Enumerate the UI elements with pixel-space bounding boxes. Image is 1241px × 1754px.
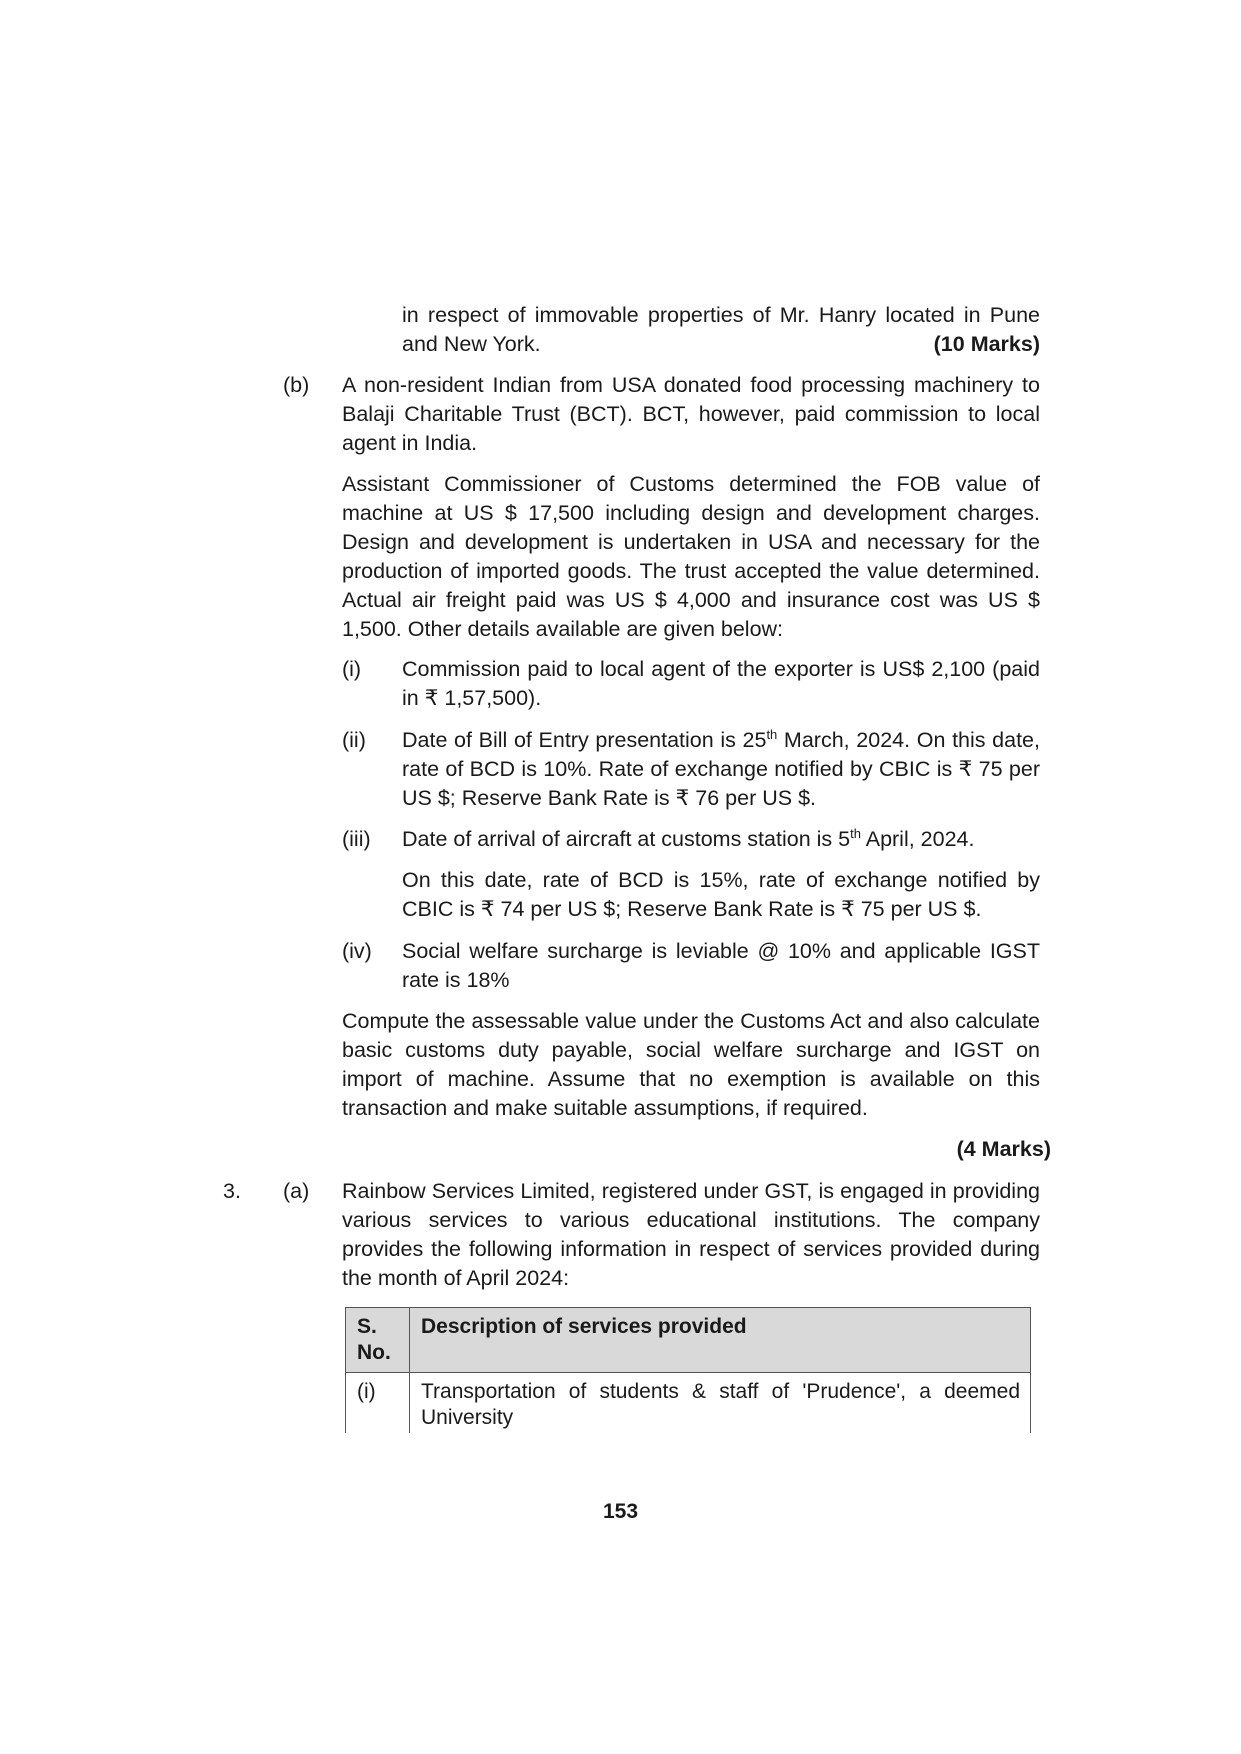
row-description: Transportation of students & staff of 'Prudence', a deemed University [410, 1373, 1031, 1434]
item-iii-sup: th [850, 825, 861, 841]
item-iii-extra: On this date, rate of BCD is 15%, rate of exchange notified by CBIC is ₹ 74 per US $; Reserve Bank Rate is ₹ 75 per US $. [402, 868, 1040, 921]
row-sno: (i) [346, 1373, 410, 1434]
marks-4: (4 Marks) [956, 1137, 1051, 1161]
header-description: Description of services provided [410, 1308, 1031, 1373]
item-ii-sup: th [766, 726, 778, 742]
q2b-intro: A non-resident Indian from USA donated food processing machinery to Balaji Charitable Trust (BCT). BCT, however, paid commission to local agent in India. [342, 373, 1040, 455]
table-header-row [346, 1308, 1031, 1373]
marks-10: (10 Marks) [933, 332, 1040, 356]
header-sno: S. No. [346, 1308, 410, 1373]
services-table [345, 1307, 1031, 1433]
q2b-compute: Compute the assessable value under the Customs Act and also calculate basic customs duty payable, social welfare surcharge and IGST on import of machine. Assume that no exemption is available on this transaction and make suitable assumptions, if required. [342, 1009, 1040, 1120]
item-iv-text: Social welfare surcharge is leviable @ 10% and applicable IGST rate is 18% [402, 939, 1040, 992]
q3a-text: Rainbow Services Limited, registered under GST, is engaged in providing various services to various educational institutions. The company provides the following information in respect of services provided during the month of April 2024: [342, 1179, 1040, 1290]
item-ii-text-b: March, 2024. On this date, rate of BCD is 10%. Rate of exchange notified by CBIC is ₹ 75 per US $; Reserve Bank Rate is ₹ 76 per US $. [402, 728, 1040, 810]
item-iv-label: (iv) [342, 939, 372, 963]
q3-number: 3. [223, 1179, 241, 1203]
q3a-label: (a) [283, 1179, 310, 1203]
q2b-details: Assistant Commissioner of Customs determined the FOB value of machine at US $ 17,500 including design and development charges. Design and development is undertaken in USA and necessary for the production of imported goods. The trust accepted the value determined. Actual air freight paid was US $ 4,000 and insurance cost was US $ 1,500. Other details available are given below: [342, 472, 1040, 641]
q2b-label: (b) [283, 373, 310, 397]
item-ii-text [402, 726, 1040, 813]
item-iii-text [402, 825, 1040, 854]
item-ii-label: (ii) [342, 728, 366, 752]
continuation-text [402, 301, 1040, 359]
continuation-body: in respect of immovable properties of Mr. Hanry located in Pune and New York. [402, 303, 1040, 356]
item-iii-label: (iii) [342, 827, 371, 851]
item-iii-text-a: Date of arrival of aircraft at customs station is 5 [402, 827, 851, 851]
page-number: 153 [602, 1500, 639, 1523]
table-row [346, 1373, 1031, 1434]
item-ii-text-a: Date of Bill of Entry presentation is 25 [402, 728, 767, 752]
item-i-text: Commission paid to local agent of the exporter is US$ 2,100 (paid in ₹ 1,57,500). [402, 657, 1040, 710]
item-i-label: (i) [342, 657, 362, 681]
item-iii-text-b: April, 2024. [860, 827, 975, 851]
